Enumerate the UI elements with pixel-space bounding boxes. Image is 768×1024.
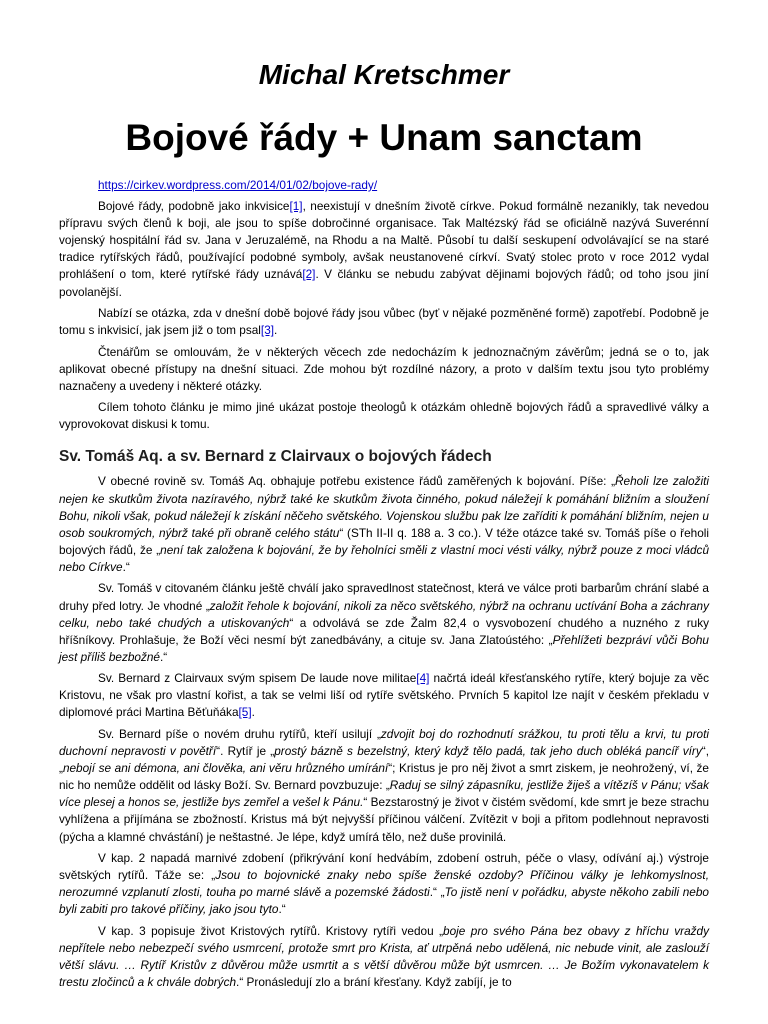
text-run: Sv. Bernard z Clairvaux svým spisem De laude nove militae bbox=[98, 671, 417, 686]
text-run: “; Kristus je pro něj život a smrt ziskem, je neohrožený, ví, že nic ho nemůže oddělit od lásky Boží. Sv. Bernard povzbuzuje: „ bbox=[59, 761, 709, 793]
quoted-text: boje pro svého Pána bez obavy z hříchu vraždy nepřítele nebo nebezpečí svého usmrcení, protože smrt pro Krista, ať utrpěná nebo udělená, nic nebude vinit, ale zaslouží větší slávu. … Rytíř Kristův z důvěrou může usmrtit a s větší důvěrou může být usmrcen. … Je Božím vykonavatelem k trestu zločinců a k chvále dobrých bbox=[59, 923, 709, 990]
text-run: .“ bbox=[159, 649, 168, 664]
text-run: Nabízí se otázka, zda v dnešní době bojové řády jsou vůbec (byť v nějaké pozměněné formě) zapotřebí. Podobně je tomu s inkvisicí, jak jsem již o tom psal bbox=[59, 306, 709, 338]
paragraph-4 bbox=[59, 399, 709, 433]
text-run: Sv. Bernard píše o novém druhu rytířů, kteří usilují „ bbox=[98, 726, 381, 741]
footnote-link[interactable]: [2] bbox=[302, 267, 316, 282]
quoted-text: nebojí se ani démona, ani člověka, ani věru hrůzného umírání bbox=[62, 761, 389, 776]
text-run: “ Bezstarostný je život v čistém svědomí, kde smrt je beze strachu vyhlížena a přijímána se zbožností. Kristus má být nejvyšší příčinou válčení. Zvítězit v boji a přitom podlehnout nepravosti (pýcha a klamné chvástání) je neštastné. Je lépe, když umírá tělo, než duše provinilá. bbox=[59, 795, 709, 844]
paragraph-1 bbox=[59, 198, 709, 301]
quoted-text: Jsou to bojovnické znaky nebo spíše ženské ozdoby? Příčinou války je lehkomyslnost, nerozumné vzplanutí zlosti, touha po marné slávě a pozemské žádosti bbox=[59, 868, 709, 900]
text-run: . bbox=[251, 705, 255, 720]
text-run: “ a odvolává se zde Žalm 82,4 o vysvobození chudého a nuzného z ruky hříšníkovy. Prohlašuje, že Boží věci nesmí být zanedbávány, a cituje sv. Jana Zlatoústého: „ bbox=[59, 615, 709, 647]
paragraph-7 bbox=[59, 670, 709, 721]
document-body bbox=[59, 177, 709, 991]
footnote-link[interactable]: [3] bbox=[260, 323, 275, 338]
footnote-link[interactable]: [4] bbox=[416, 671, 430, 686]
footnote-link[interactable]: [1] bbox=[289, 199, 303, 214]
quoted-text: Řeholi lze založiti nejen ke skutkům života nazíravého, nýbrž také ke skutkům života činného, pokud náležejí k pomáhání bližním a sloužení Bohu, nikoli však, pokud náležejí k získání něčeho světského. Vojenskou službu pak lze zaříditi k pomáhání bližním, nejen u osob soukromých, nýbrž také při obraně celého státu bbox=[59, 474, 709, 540]
text-run: Cílem tohoto článku je mimo jiné ukázat postoje theologů k otázkám ohledně bojových řádů a spravedlivé války a vyprovokovat diskusi k tomu. bbox=[59, 400, 709, 432]
text-run: . V článku se nebudu zabývat dějinami bojových řádů; od toho jsou jiní povolanější. bbox=[59, 267, 709, 299]
text-run: V kap. 2 napadá marnivé zdobení (přikrývání koní hedvábím, zdobení ostruh, péče o vlasy, odívání aj.) výstroje světských rytířů. Táže se: „ bbox=[59, 851, 709, 883]
text-run: “, „ bbox=[59, 744, 709, 776]
text-run: .“ „ bbox=[429, 885, 445, 900]
section-heading bbox=[59, 447, 709, 467]
source-url-line bbox=[59, 177, 709, 194]
text-run: “. Rytíř je „ bbox=[216, 744, 275, 759]
text-run: Bojové řády, podobně jako inkvisice bbox=[98, 199, 290, 214]
quoted-text: To jistě není v pořádku, abyste někoho zabili nebo byli zabiti pro takové příčiny, jako jsou tyto bbox=[59, 885, 709, 917]
quoted-text: zdvojit boj do rozhodnutí srážkou, tu proti tělu a krvi, tu proti duchovní nepravosti v povětří bbox=[59, 726, 709, 759]
paragraph-5 bbox=[59, 473, 709, 576]
text-run: . bbox=[274, 323, 278, 338]
text-run: načrtá ideál křesťanského rytíře, který bojuje za věc Kristovu, ne však pro vlastní kořist, a tak se velmi liší od rytíře světského. Prvních 5 kapitol lze najít v českém překladu v diplomové práci Martina Běťuňáka bbox=[59, 671, 709, 720]
text-run: Sv. Tomáš v citovaném článku ještě chválí jako spravedlnost statečnost, která ve válce proti barbarům chrání slabé a druhy před lotry. Je vhodné „ bbox=[59, 581, 709, 613]
quoted-text: prostý bázně s bezelstný, který když tělo padá, tak jeho duch obléká pancíř víry bbox=[274, 744, 702, 759]
text-run: “ (STh II-II q. 188 a. 3 co.). V téže otázce také sv. Tomáš píše o řeholi bojových řádů, že „ bbox=[59, 525, 709, 557]
paragraph-8 bbox=[59, 726, 709, 846]
paragraph-9 bbox=[59, 850, 709, 918]
document-title: Bojové řády + Unam sanctam bbox=[125, 117, 643, 158]
paragraph-10 bbox=[59, 923, 709, 991]
quoted-text: Přehlížeti bezpráví vůči Bohu jest příliš bezbožné bbox=[59, 632, 709, 664]
paragraph-6 bbox=[59, 580, 709, 665]
text-run: Čtenářům se omlouvám, že v některých věcech zde nedocházím k jednoznačným závěrům; jedná se o to, jak aplikovat obecné přístupy na dnešní situaci. Zde mohou být rozdílné názory, a proto v dalším textu jsou tyto problémy naznačeny a uvedeny i některé otázky. bbox=[59, 344, 709, 393]
text-run: .“ Pronásledují zlo a brání křesťany. Když zabíjí, je to bbox=[236, 975, 512, 990]
text-run: .“ bbox=[278, 902, 286, 917]
text-run: , neexistují v dnešním životě církve. Pokud formálně nezanikly, tak nevedou přípravu svých členů k boji, ale jsou to spíše dobročinné organisace. Tak Maltézský řád se oficiálně nazývá Suverénní vojenský hospitální řád sv. Jana v Jeruzalémě, na Rhodu a na Maltě. Působí tu další seskupení odvolávající se na staré tradice rytířských řádů, používající podobné symboly, avšak neustanovené církví. Svatý stolec proto v roce 2012 vydal prohlášení o tom, které rytířské řády uznává bbox=[59, 199, 709, 282]
paragraph-3 bbox=[59, 344, 709, 395]
text-run: .“ bbox=[122, 559, 130, 574]
text-run: V kap. 3 popisuje život Kristových rytířů. Kristovy rytíři vedou „ bbox=[98, 923, 444, 938]
footnote-link[interactable]: [5] bbox=[238, 705, 252, 720]
quoted-text: Raduj se silný zápasníku, jestliže žiješ a vítězíš v Pánu; však více plesej a honos se, jestliže bys zemřel a vešel k Pánu. bbox=[59, 778, 709, 810]
quoted-text: založit řehole k bojování, nikoli za něco světského, nýbrž na ochranu uctívání Boha a záchrany celku, nebo také chudých a utiskovaných bbox=[59, 598, 709, 630]
source-url-link[interactable]: https://cirkev.wordpress.com/2014/01/02/bojove-rady/ bbox=[98, 178, 378, 192]
paragraph-2 bbox=[59, 305, 709, 339]
author-name: Michal Kretschmer bbox=[258, 59, 510, 90]
text-run: Sv. Tomáš Aq. a sv. Bernard z Clairvaux o bojových řádech bbox=[59, 448, 492, 466]
quoted-text: není tak založena k bojování, že by řeholníci směli z vlastní moci vésti války, nýbrž pouze z moci vládců nebo Církve bbox=[59, 542, 709, 574]
text-run: V obecné rovině sv. Tomáš Aq. obhajuje potřebu existence řádů zaměřených k bojování. Píše: „ bbox=[98, 474, 616, 489]
